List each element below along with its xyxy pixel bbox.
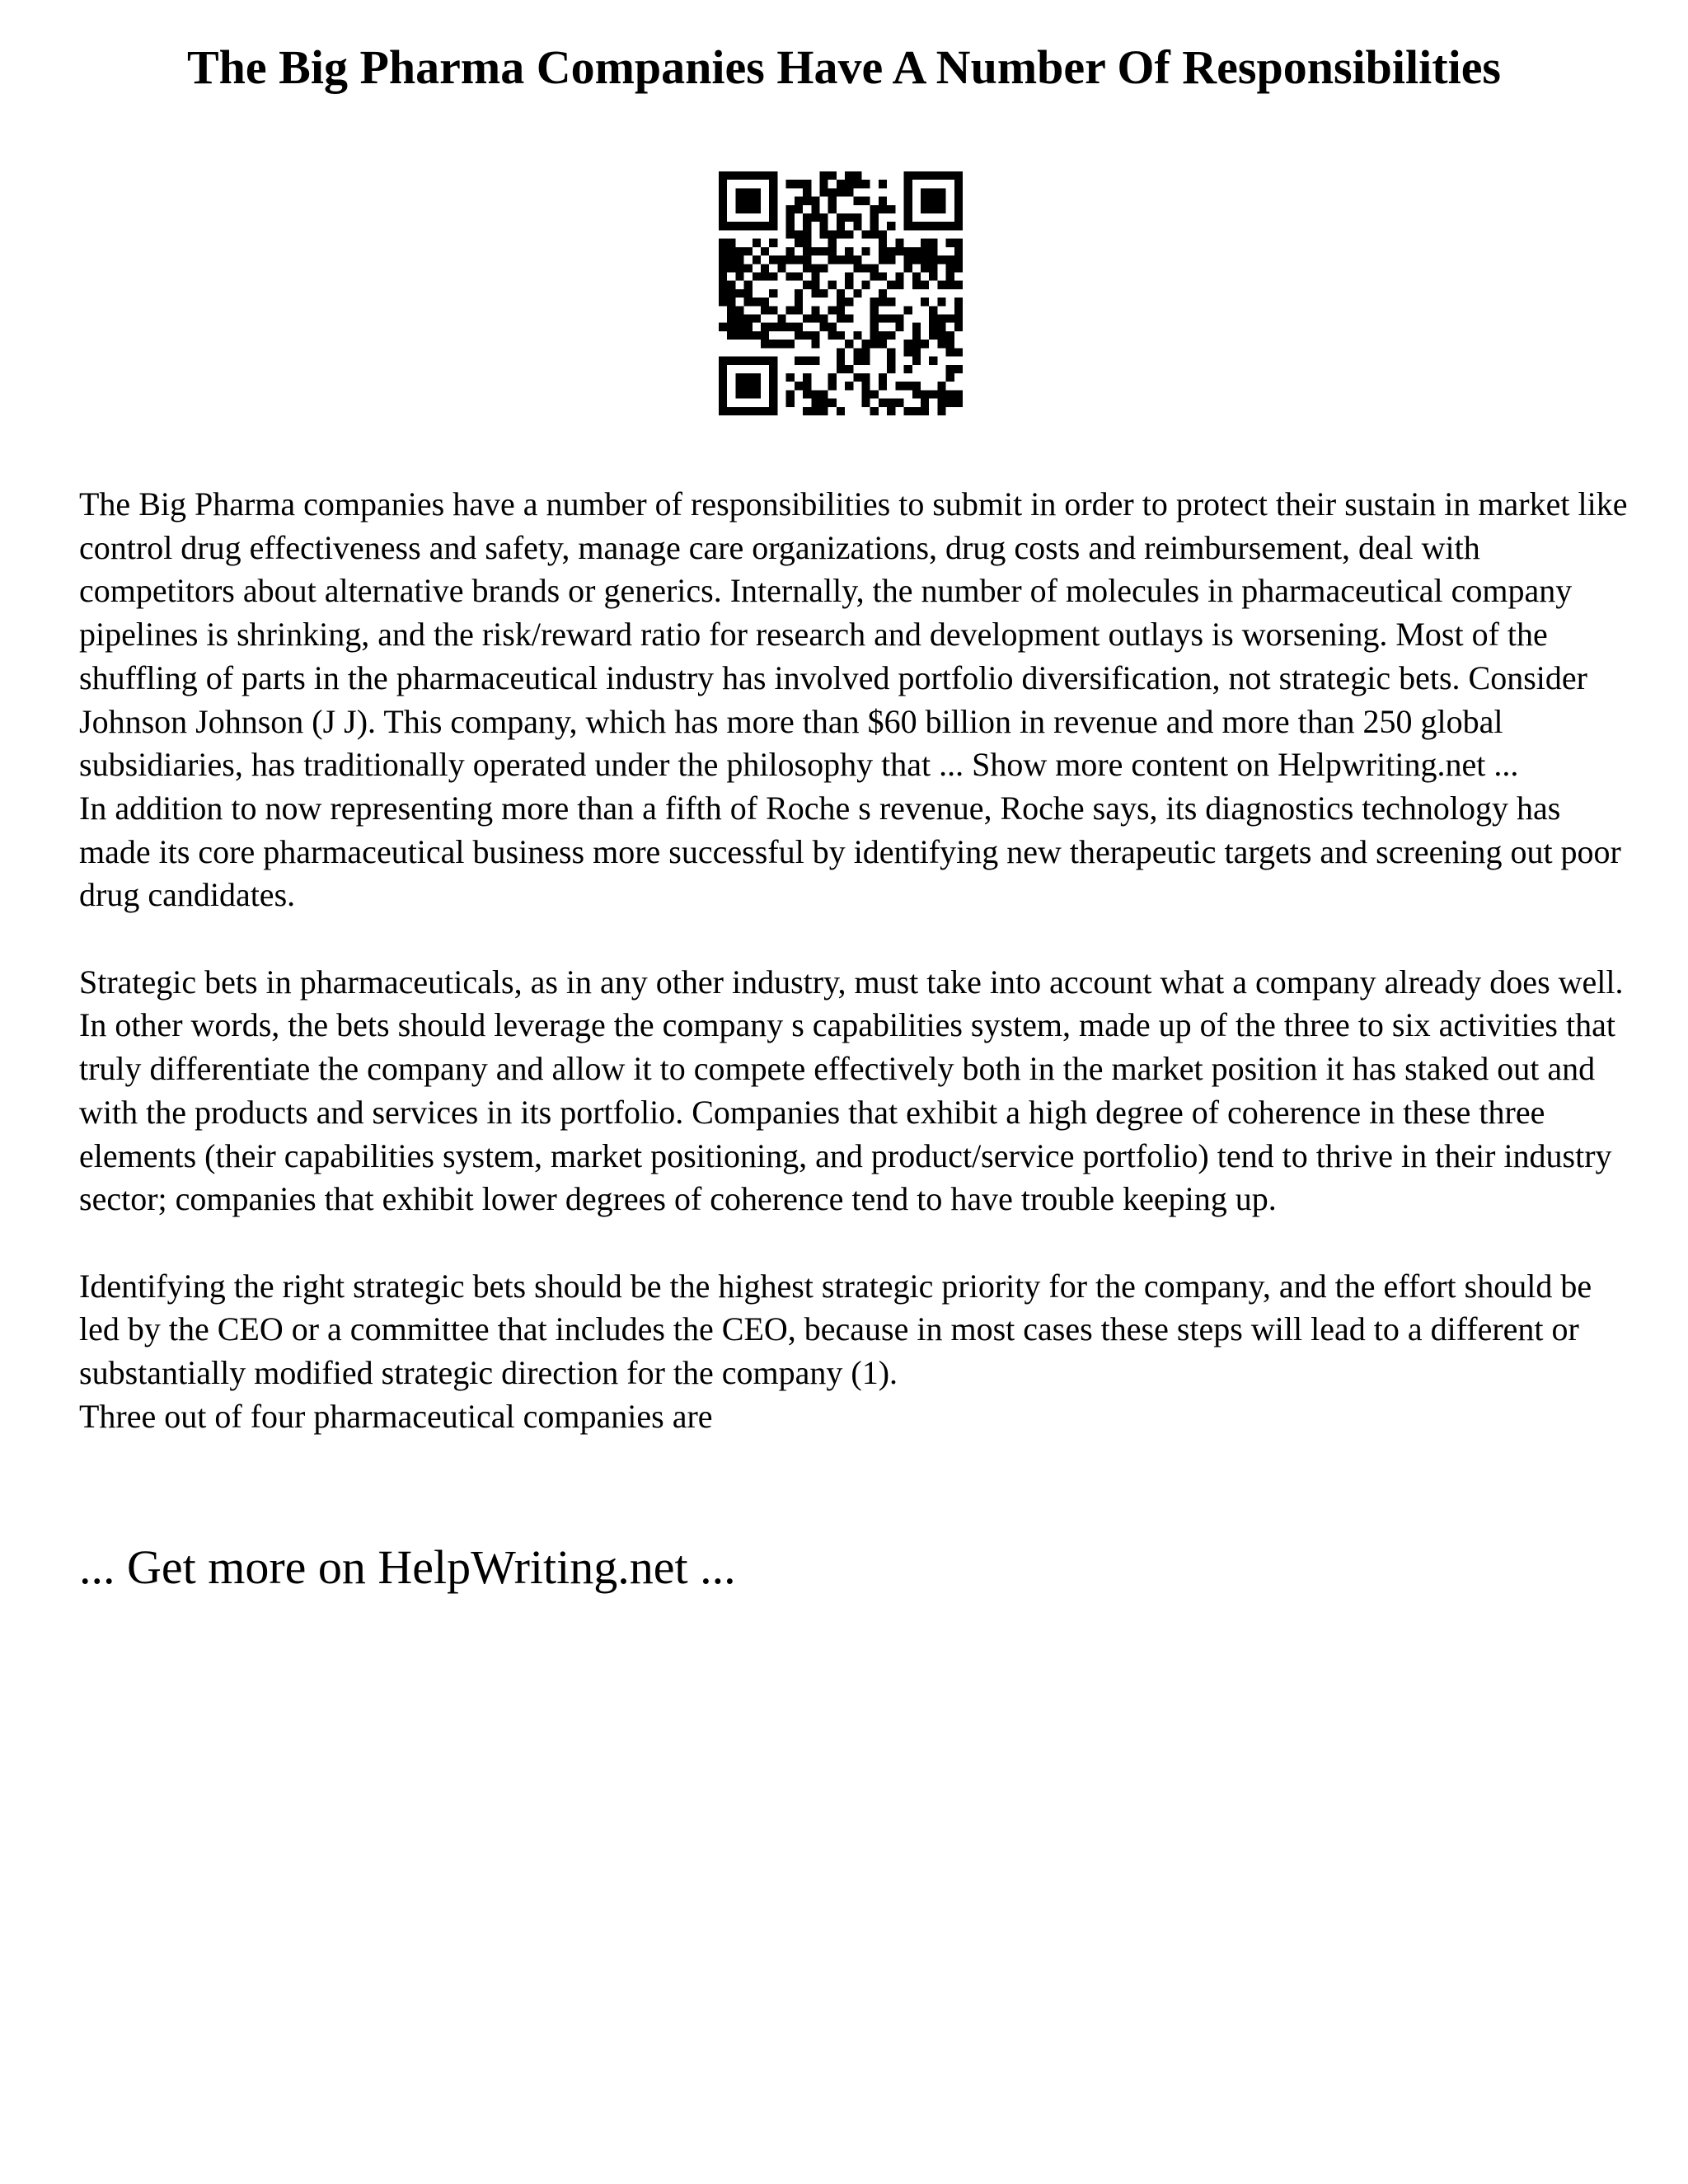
qr-code-icon bbox=[719, 171, 963, 415]
paragraph-3-text: Identifying the right strategic bets should be the highest strategic priority for the company, and the effort should be led by the CEO or a committee that includes the CEO, because in most cases these steps will lead to a different or substantially modified strategic direction for the company (1). bbox=[79, 1267, 1592, 1392]
document-body bbox=[79, 483, 1629, 1482]
get-more-link[interactable]: ... Get more on HelpWriting.net ... bbox=[79, 1540, 736, 1594]
paragraph-1-text: The Big Pharma companies have a number of responsibilities to submit in order to protect their sustain in market like control drug effectiveness and safety, manage care organizations, drug costs and reimbursement, deal with competitors about alternative brands or generics. Internally, the number of molecules in pharmaceutical company pipelines is shrinking, and the risk/reward ratio for research and development outlays is worsening. Most of the shuffling of parts in the pharmaceutical industry has involved portfolio diversification, not strategic bets. Consider Johnson Johnson (J J). This company, which has more than $60 billion in revenue and more than 250 global subsidiaries, has traditionally operated under the philosophy that ... Show more content on Helpwriting.net ... bbox=[79, 485, 1628, 784]
paragraph-3 bbox=[79, 1265, 1629, 1439]
document-title: The Big Pharma Companies Have A Number Of Responsibilities bbox=[186, 40, 1502, 94]
paragraph-2: Strategic bets in pharmaceuticals, as in any other industry, must take into account what a company already does well. In other words, the bets should leverage the company s capabilities system, made up of the three to six activities that truly differentiate the company and allow it to compete effectively both in the market position it has staked out and with the products and services in its portfolio. Companies that exhibit a high degree of coherence in these three elements (their capabilities system, market positioning, and product/service portfolio) tend to thrive in their industry sector; companies that exhibit lower degrees of coherence tend to have trouble keeping up. bbox=[79, 963, 1624, 1218]
paragraph-1-continuation: In addition to now representing more than a fifth of Roche s revenue, Roche says, its diagnostics technology has made its core pharmaceutical business more successful by identifying new therapeutic targets and screening out poor drug candidates. bbox=[79, 789, 1621, 914]
paragraph-3-continuation: Three out of four pharmaceutical companies are bbox=[79, 1397, 713, 1435]
paragraph-1 bbox=[79, 483, 1629, 917]
